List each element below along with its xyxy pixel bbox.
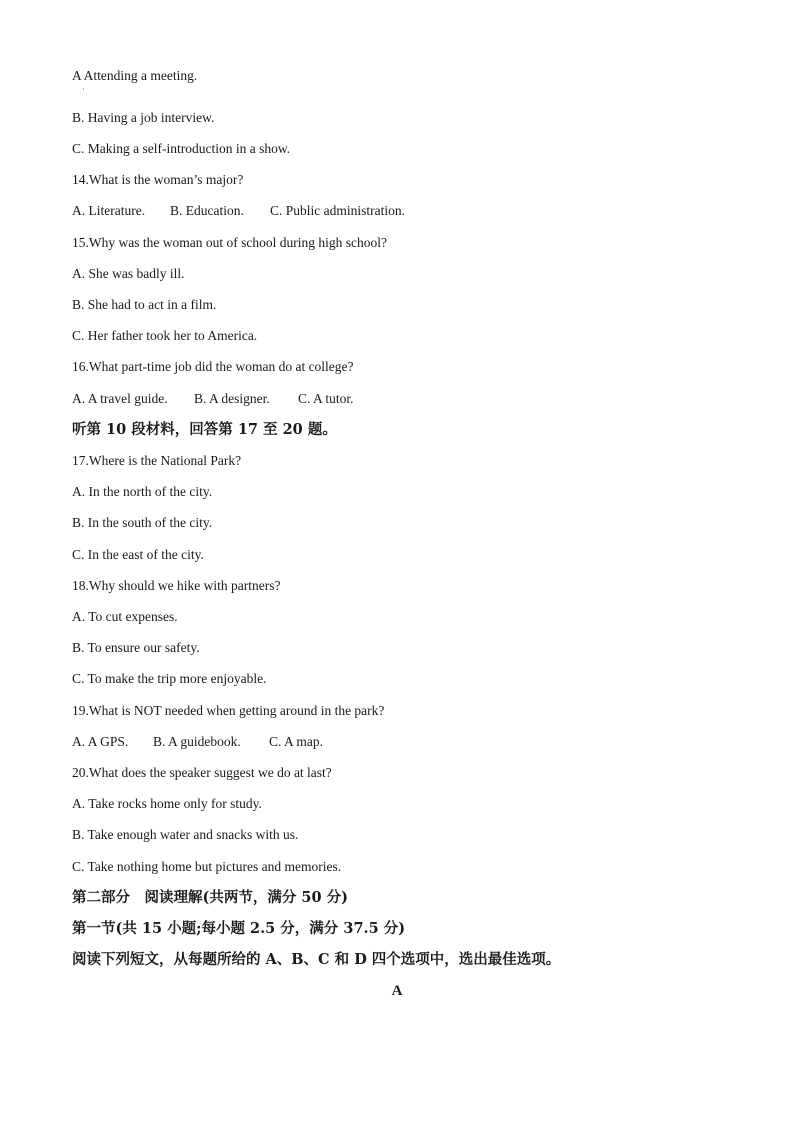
options-16 (72, 390, 354, 408)
option-19a: A. A GPS. (72, 734, 129, 749)
question-15: 15.Why was the woman out of school during high school? (72, 235, 387, 250)
question-19: 19.What is NOT needed when getting around in the park? (72, 703, 385, 718)
section-one-heading: 第一节(共 15 小题;每小题 2.5 分，满分 37.5 分) (72, 920, 406, 937)
option-18a: A. To cut expenses. (72, 609, 178, 624)
question-20: 20.What does the speaker suggest we do at last? (72, 765, 332, 780)
options-19 (72, 733, 323, 751)
option-19b: B. A guidebook. (153, 734, 241, 749)
option-14a: A. Literature. (72, 203, 146, 218)
option-17b: B. In the south of the city. (72, 515, 213, 530)
option-13b: B. Having a job interview. (72, 110, 215, 125)
option-18c: C. To make the trip more enjoyable. (72, 671, 267, 686)
passage-letter: A (391, 983, 403, 999)
option-17a: A. In the north of the city. (72, 484, 213, 499)
option-13a: A Attending a meeting. (72, 68, 198, 83)
question-18: 18.Why should we hike with partners? (72, 578, 281, 593)
option-13c: C. Making a self-introduction in a show. (72, 141, 291, 156)
option-14b: B. Education. (170, 203, 244, 218)
option-14c: C. Public administration. (270, 203, 405, 218)
option-16a: A. A travel guide. (72, 391, 168, 406)
option-16b: B. A designer. (194, 391, 270, 406)
question-14: 14.What is the woman’s major? (72, 172, 244, 187)
question-16: 16.What part-time job did the woman do at college? (72, 359, 354, 374)
option-16c: C. A tutor. (298, 391, 354, 406)
stray-dot: · (82, 85, 85, 94)
options-14 (72, 202, 405, 220)
option-15c: C. Her father took her to America. (72, 328, 258, 343)
section-heading-10: 听第 10 段材料，回答第 17 至 20 题。 (72, 421, 337, 438)
option-18b: B. To ensure our safety. (72, 640, 200, 655)
question-17: 17.Where is the National Park? (72, 453, 242, 468)
option-19c: C. A map. (269, 734, 324, 749)
option-20a: A. Take rocks home only for study. (72, 796, 262, 811)
option-17c: C. In the east of the city. (72, 547, 204, 562)
option-20b: B. Take enough water and snacks with us. (72, 827, 299, 842)
option-20c: C. Take nothing home but pictures and memories. (72, 859, 342, 874)
part-two-heading: 第二部分 阅读理解(共两节，满分 50 分) (72, 889, 348, 906)
option-15a: A. She was badly ill. (72, 266, 185, 281)
reading-instructions: 阅读下列短文，从每题所给的 A、B、C 和 D 四个选项中，选出最佳选项。 (72, 951, 561, 968)
option-15b: B. She had to act in a film. (72, 297, 217, 312)
